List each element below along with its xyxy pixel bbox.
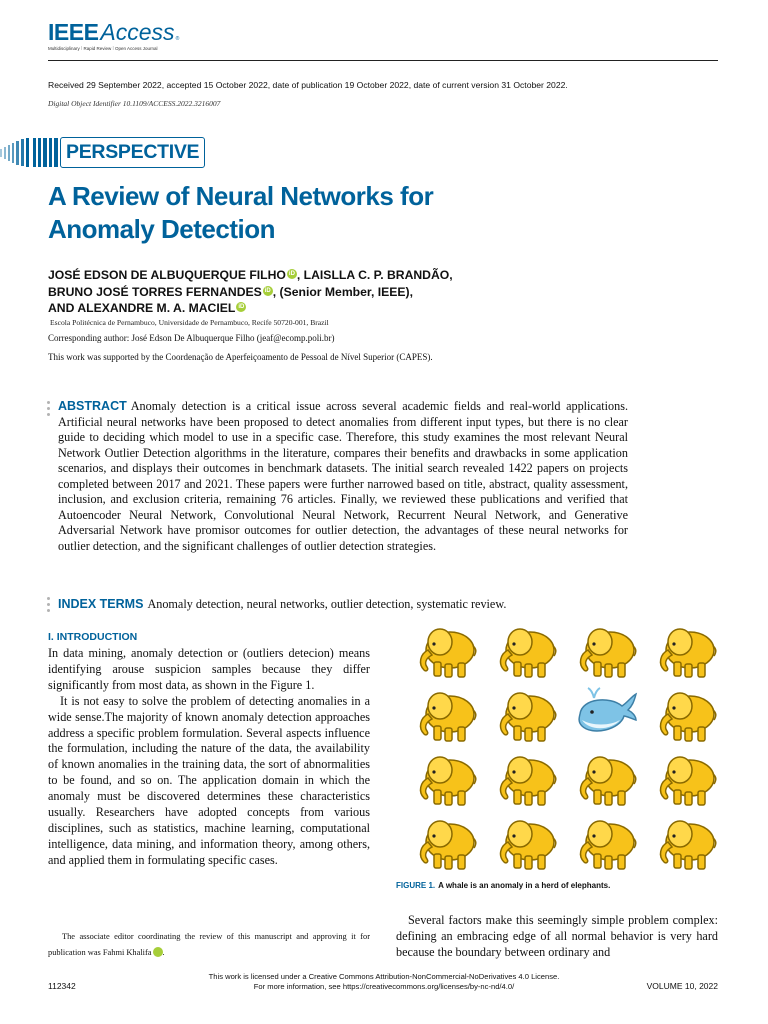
elephant-icon [490, 812, 560, 874]
journal-logo [48, 19, 179, 46]
author-2: , LAISLLA C. P. BRANDÃO, [296, 268, 453, 282]
editor-footnote [48, 929, 370, 961]
figure-1-caption [396, 881, 610, 890]
article-title: A Review of Neural Networks for Anomaly Detection [48, 181, 434, 244]
article-type-label: PERSPECTIVE [60, 137, 205, 168]
author-3: BRUNO JOSÉ TORRES FERNANDES [48, 284, 262, 299]
elephant-icon [490, 748, 560, 810]
abstract [58, 399, 628, 554]
intro-left-column [48, 646, 370, 869]
intro-paragraph-3: Several factors make this seemingly simple problem complex: defining an embracing edge of all normal behavior is very hard because the boundary between ordinary and [396, 913, 718, 959]
elephant-icon [650, 620, 720, 682]
logo-registered-mark: ® [175, 36, 180, 42]
author-1: JOSÉ EDSON DE ALBUQUERQUE FILHO [48, 268, 286, 282]
figure-caption-text: A whale is an anomaly in a herd of elephants. [438, 881, 611, 890]
funding-note: This work was supported by the Coordenação de Aperfeiçoamento de Pessoal de Nível Superior (CAPES). [48, 352, 433, 362]
elephant-icon [570, 620, 640, 682]
doi-line: Digital Object Identifier 10.1109/ACCESS.2022.3216007 [48, 99, 221, 108]
index-terms [58, 596, 658, 612]
logo-access: Access [100, 19, 175, 45]
whale-icon [570, 684, 640, 746]
affiliation: Escola Politécnica de Pernambuco, Universidade de Pernambuco, Recife 50720-001, Brazil [50, 318, 329, 327]
elephant-icon [410, 812, 480, 874]
received-dates: Received 29 September 2022, accepted 15 October 2022, date of publication 19 October 2022, date of current version 31 October 2022. [48, 80, 568, 90]
page-number: 112342 [48, 981, 76, 991]
author-4: AND ALEXANDRE M. A. MACIEL [48, 301, 236, 315]
orcid-icon[interactable]: iD [288, 271, 295, 277]
intro-paragraph-1: In data mining, anomaly detection or (outliers detecion) means identifying arouse suspicion samples because they differ significantly from most data, as shown in the Figure 1. [48, 646, 370, 692]
index-terms-text: Anomaly detection, neural networks, outlier detection, systematic review. [147, 597, 507, 611]
journal-tagline: Multidisciplinary ⁞ Rapid Review ⁞ Open Access Journal [48, 46, 158, 51]
elephant-icon [410, 684, 480, 746]
footnote-text: The associate editor coordinating the review of this manuscript and approving it for publication was Fahmi Khalifa [48, 932, 370, 957]
abstract-label: ABSTRACT [58, 399, 127, 413]
footnote-end: . [162, 948, 165, 957]
license-line: This work is licensed under a Creative Commons Attribution-NonCommercial-NoDerivatives 4.0 License. [208, 972, 560, 981]
figure-1-image [410, 620, 716, 872]
elephant-icon [410, 748, 480, 810]
author-list [48, 267, 608, 317]
section-heading-introduction: I. INTRODUCTION [48, 631, 138, 643]
elephant-icon [490, 684, 560, 746]
elephant-icon [650, 812, 720, 874]
elephant-icon [650, 748, 720, 810]
elephant-icon [570, 812, 640, 874]
abstract-dots-decoration [47, 401, 50, 419]
index-terms-label: INDEX TERMS [58, 597, 144, 611]
header-divider [48, 60, 718, 61]
elephant-icon [650, 684, 720, 746]
elephant-icon [570, 748, 640, 810]
banner-stripes-decoration [0, 137, 58, 168]
abstract-text: Anomaly detection is a critical issue across several academic fields and real-world applications. Artificial neural networks have been proposed to detect anomalies from different input types, but there is no clear guide to deciding which model to use in a specific case. Therefore, this study examines the most relevant Neural Network Outlier Detection algorithms in the literature, compares their benefits and drawbacks in some application scenarios, and displays their outcomes in benchmark datasets. The initial search revealed 1422 papers on projects completed between 2017 and 2021. These papers were further narrowed based on title, abstract, quality assessment, inclusion, and exclusion criteria, remaining 76 articles. Finally, we reviewed these publications and verified that Autoencoder Neural Network, Convolutional Neural Network, Recurrent Neural Network, and Generative Adversarial Network have promisor outcomes for outlier detection, the advantages of these neural networks for outlier detection, and the significant challenges of outlier detection strategies. [58, 399, 628, 553]
intro-paragraph-2: It is not easy to solve the problem of detecting anomalies in a wide sense.The majority of known anomaly detection approaches address a specific problem formulation. Several aspects influence the formulation, including the nature of the data, the availability of known anomalies in the training data, the sort of abnormalities to be found, and so on. The application domain in which the anomaly must be discovered determines these characteristics usually. Researchers have adopted concepts from various disciplines, such as statistics, machine learning, computational intelligence, data mining, and information theory, among others, and applied them in formulating specific cases. [48, 693, 370, 867]
orcid-icon[interactable]: iD [238, 304, 245, 310]
logo-ieee: IEEE [48, 19, 99, 45]
orcid-icon[interactable]: iD [153, 947, 163, 957]
article-type-banner [0, 137, 205, 168]
volume-label: VOLUME 10, 2022 [646, 981, 718, 991]
corresponding-author: Corresponding author: José Edson De Albuquerque Filho (jeaf@ecomp.poli.br) [48, 333, 335, 343]
index-terms-dots-decoration [47, 597, 50, 615]
orcid-icon[interactable]: iD [264, 287, 271, 294]
figure-label: FIGURE 1. [396, 881, 436, 890]
elephant-icon [490, 620, 560, 682]
license-url-line[interactable]: For more information, see https://creativecommons.org/licenses/by-nc-nd/4.0/ [253, 982, 515, 991]
elephant-icon [410, 620, 480, 682]
author-3-note: , (Senior Member, IEEE), [272, 284, 413, 299]
